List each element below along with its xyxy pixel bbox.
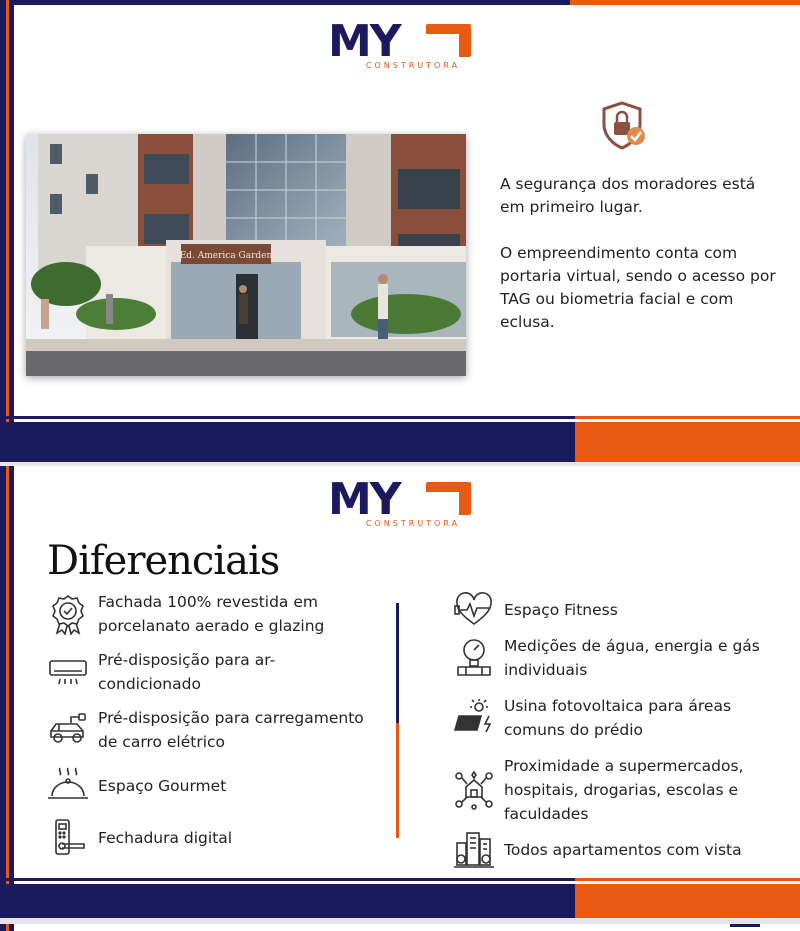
nearby-services-icon	[452, 768, 496, 812]
feature-text: Todos apartamentos com vista	[504, 841, 742, 859]
logo-tagline: CONSTRUTORA	[365, 61, 461, 70]
bottom-band	[0, 422, 800, 462]
feature-fitness	[452, 588, 782, 632]
top-strip	[0, 0, 800, 5]
svg-text:MY: MY	[328, 18, 400, 60]
feature-solar	[452, 694, 782, 742]
feature-text: Espaço Fitness	[504, 601, 618, 619]
gourmet-cloche-icon	[46, 764, 90, 808]
quality-badge-icon	[46, 592, 90, 636]
feature-meters	[452, 634, 782, 682]
slide-next-partial	[0, 924, 800, 931]
bottom-band	[0, 884, 800, 918]
feature-air-conditioning	[46, 648, 376, 696]
meter-gauge-icon	[452, 636, 496, 680]
digital-lock-icon	[46, 816, 90, 860]
feature-text: Medições de água, energia e gás individuais	[504, 637, 760, 679]
brand-logo	[328, 18, 478, 70]
brand-logo	[328, 476, 478, 528]
column-divider	[396, 603, 399, 723]
logo-tagline: CONSTRUTORA	[365, 519, 461, 528]
building-sign: Ed. America Garden	[179, 251, 273, 261]
solar-panel-icon	[452, 696, 496, 740]
section-title: Diferenciais	[47, 538, 280, 584]
column-divider-accent	[396, 723, 399, 838]
fitness-heart-icon	[452, 588, 496, 632]
left-accent-bar	[0, 466, 14, 918]
feature-text: Usina fotovoltaica para áreas comuns do prédio	[504, 697, 732, 739]
left-accent-bar	[0, 924, 14, 931]
feature-facade	[46, 590, 376, 638]
next-slide-accent	[730, 924, 760, 931]
feature-text: Fechadura digital	[98, 829, 233, 847]
security-paragraph: A segurança dos moradores está em primeiro lugar.	[500, 175, 756, 216]
building-photo	[26, 134, 466, 376]
city-view-icon	[452, 828, 496, 872]
feature-gourmet	[46, 764, 376, 808]
slide-security	[0, 0, 800, 462]
logo-mark	[328, 476, 478, 518]
electric-car-icon	[46, 708, 90, 752]
feature-ev-charging	[46, 706, 376, 754]
feature-text: Proximidade a supermercados, hospitais, drogarias, escolas e faculdades	[504, 757, 744, 823]
security-shield-lock-icon	[600, 100, 648, 154]
feature-text: Pré-disposição para ar-condicionado	[98, 651, 276, 693]
slide-diferenciais	[0, 466, 800, 918]
feature-digital-lock	[46, 816, 376, 860]
left-accent-bar	[0, 0, 14, 462]
svg-text:MY: MY	[328, 476, 400, 518]
air-conditioner-icon	[46, 650, 90, 694]
feature-text: Fachada 100% revestida em porcelanato aerado e glazing	[98, 593, 325, 635]
feature-text: Pré-disposição para carregamento de carro elétrico	[98, 709, 364, 751]
feature-text: Espaço Gourmet	[98, 777, 227, 795]
access-paragraph: O empreendimento conta com portaria virtual, sendo o acesso por TAG ou biometria facial e com eclusa.	[500, 244, 776, 331]
security-description	[500, 173, 780, 357]
logo-mark	[328, 18, 478, 60]
feature-proximity	[452, 754, 782, 826]
feature-view	[452, 828, 782, 872]
